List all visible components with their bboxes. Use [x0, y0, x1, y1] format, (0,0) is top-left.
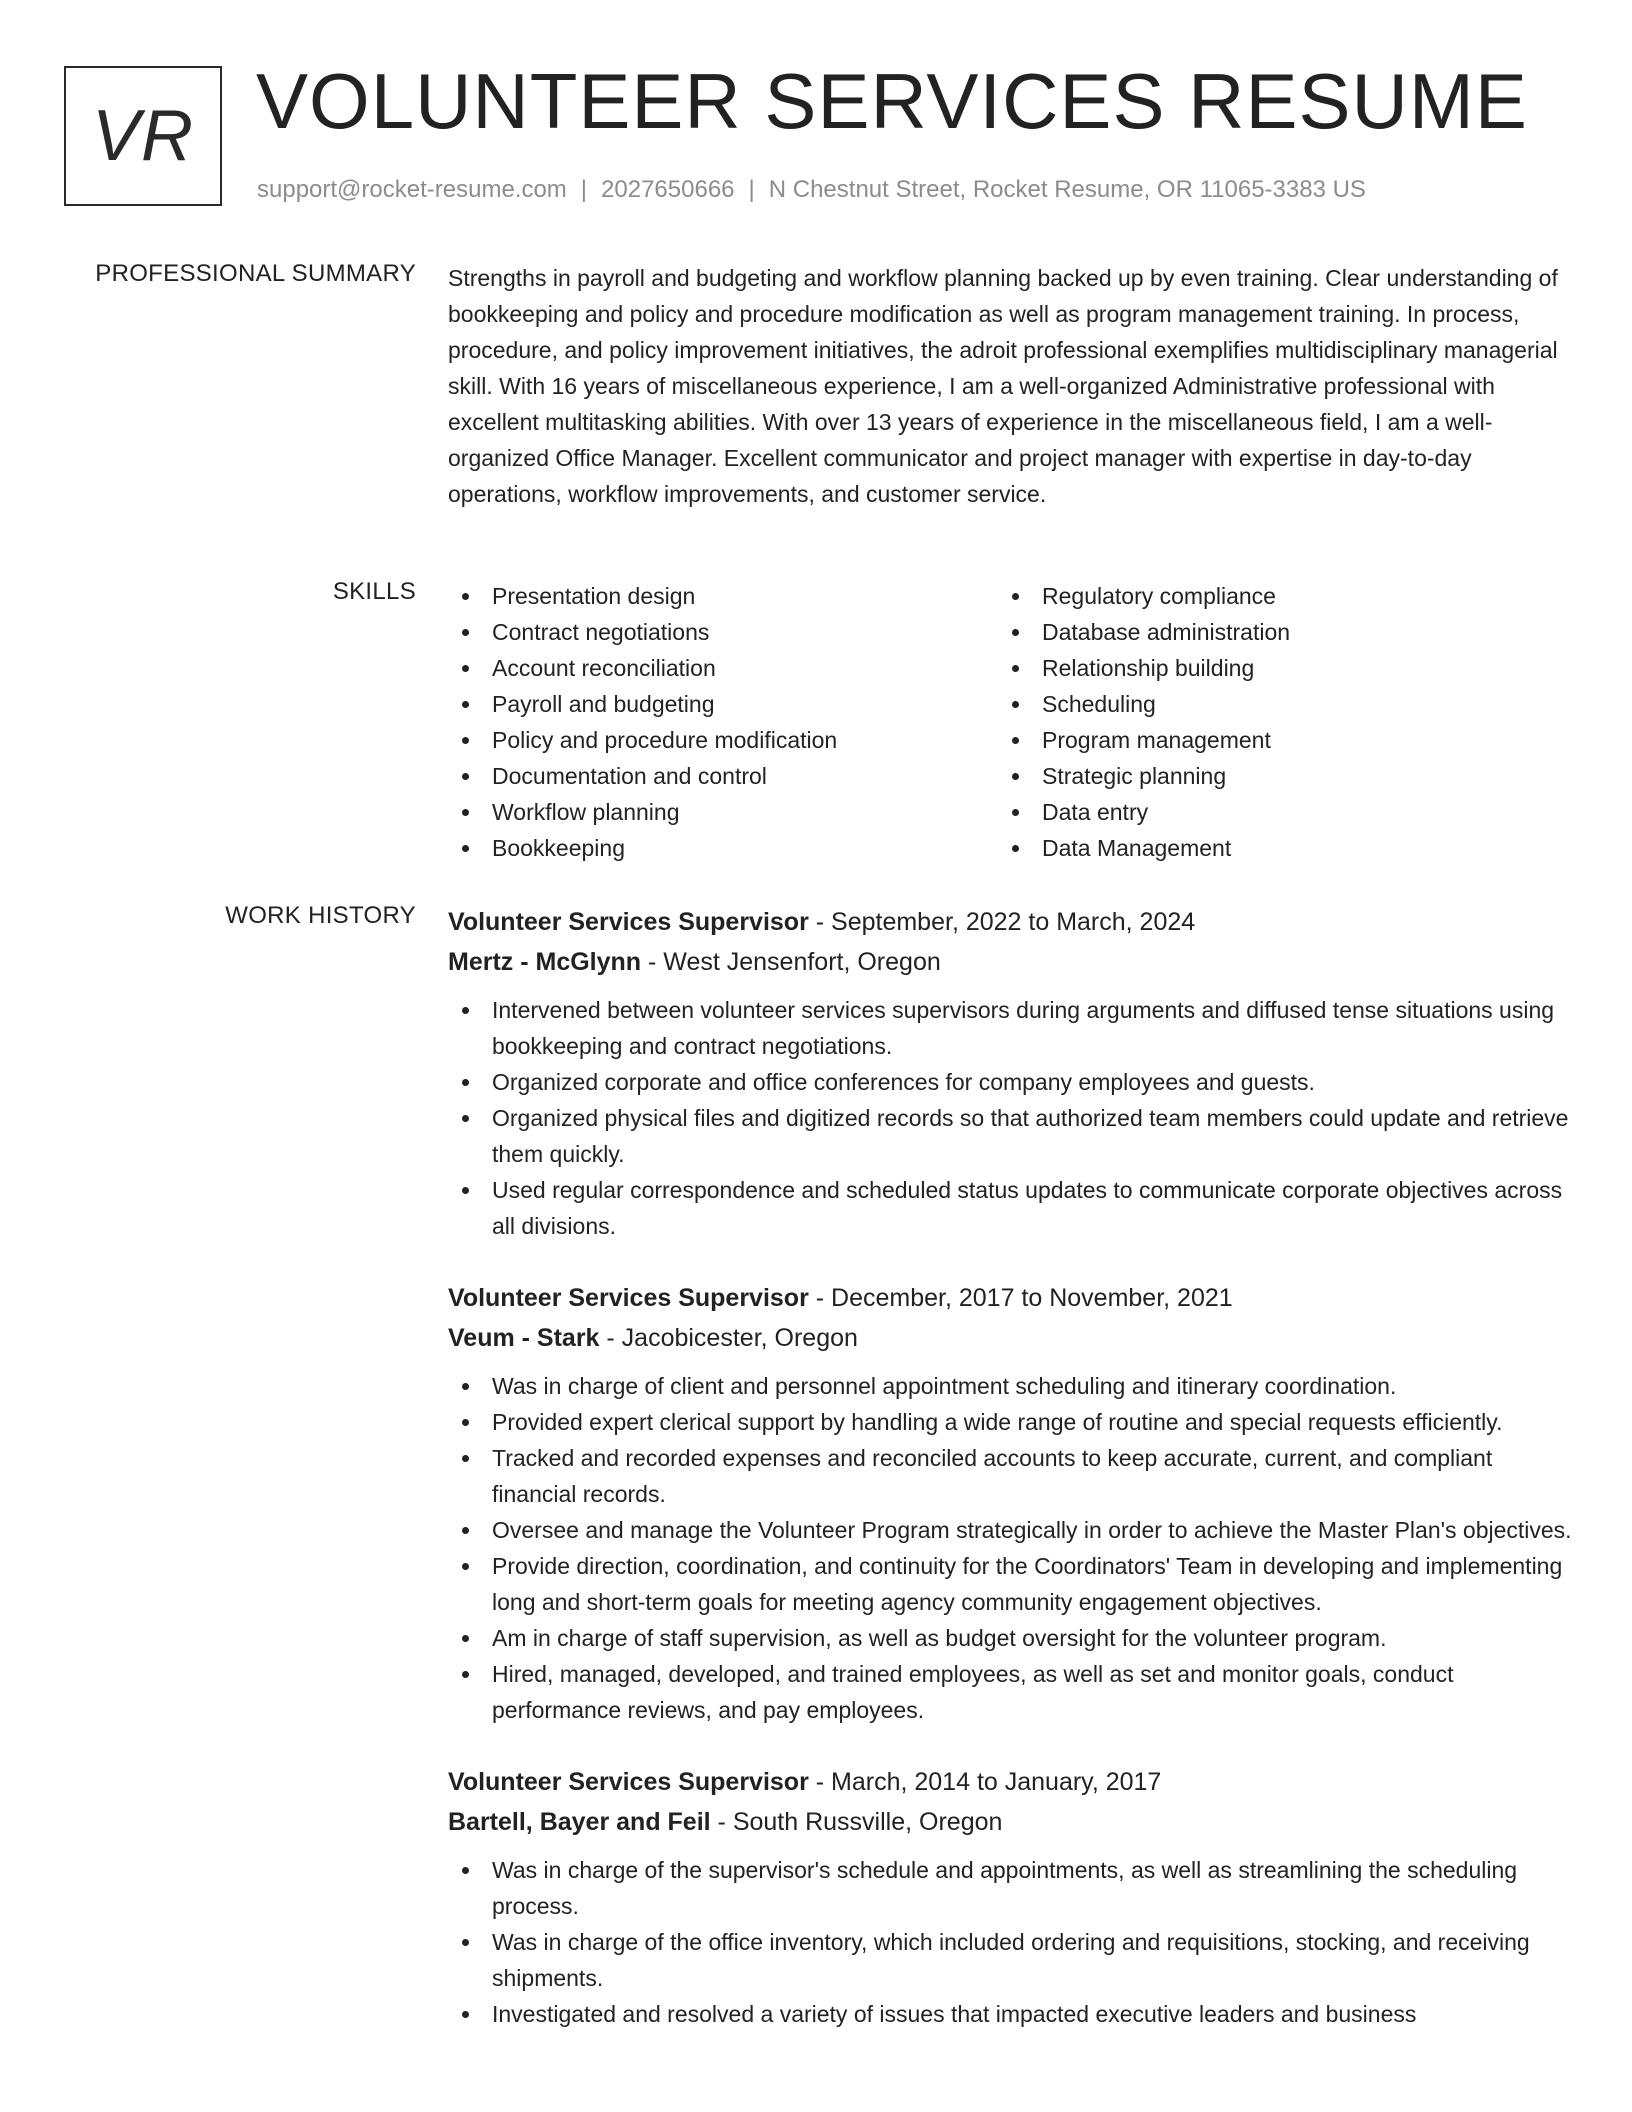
- job-entry: [448, 902, 1572, 1244]
- contact-line: [257, 176, 1366, 204]
- work-history-heading: WORK HISTORY: [225, 902, 416, 929]
- skill-item: Bookkeeping: [448, 830, 837, 866]
- skill-item: Scheduling: [998, 686, 1290, 722]
- job-bullet: Intervened between volunteer services supervisors during arguments and diffused tense situations using bookkeeping and contract negotiations.: [448, 992, 1572, 1064]
- contact-phone: 2027650666: [601, 176, 735, 203]
- job-bullet: Tracked and recorded expenses and reconciled accounts to keep accurate, current, and compliant financial records.: [448, 1440, 1572, 1512]
- job-bullet: Am in charge of staff supervision, as well as budget oversight for the volunteer program.: [448, 1620, 1572, 1656]
- job-entry: [448, 1278, 1572, 1728]
- skills-heading: SKILLS: [332, 578, 416, 605]
- job-bullet: Oversee and manage the Volunteer Program strategically in order to achieve the Master Plan's objectives.: [448, 1512, 1572, 1548]
- skills-list-left: [448, 578, 837, 866]
- job-company: Mertz - McGlynn: [448, 948, 642, 976]
- monogram-logo: [64, 66, 222, 206]
- job-dates: - September, 2022 to March, 2024: [808, 908, 1196, 936]
- job-title: Volunteer Services Supervisor: [448, 1284, 809, 1312]
- job-bullet: Was in charge of the supervisor's schedule and appointments, as well as streamlining the scheduling process.: [448, 1852, 1572, 1924]
- job-dates: - March, 2014 to January, 2017: [808, 1768, 1162, 1796]
- contact-separator: |: [580, 176, 588, 203]
- job-bullets: [448, 1368, 1572, 1728]
- job-title: Volunteer Services Supervisor: [448, 1768, 809, 1796]
- contact-address: N Chestnut Street, Rocket Resume, OR 11065-3383 US: [768, 176, 1366, 203]
- skills-list-right: [998, 578, 1290, 866]
- job-location: - West Jensenfort, Oregon: [641, 948, 941, 976]
- skill-item: Program management: [998, 722, 1290, 758]
- job-bullets: [448, 1852, 1572, 2032]
- summary-text: Strengths in payroll and budgeting and workflow planning backed up by even training. Clear understanding of bookkeeping and policy and procedure modification as well as program management training. In process, procedure, and policy improvement initiatives, the adroit professional exemplifies multidisciplinary managerial skill. With 16 years of miscellaneous experience, I am a well-organized Administrative professional with excellent multitasking abilities. With over 13 years of experience in the miscellaneous field, I am a well-organized Office Manager. Excellent communicator and project manager with expertise in day-to-day operations, workflow improvements, and customer service.: [448, 265, 1558, 507]
- job-bullet: Organized corporate and office conferences for company employees and guests.: [448, 1064, 1572, 1100]
- job-title-line: [448, 902, 1572, 942]
- job-location: - South Russville, Oregon: [710, 1808, 1003, 1836]
- resume-title: VOLUNTEER SERVICES RESUME: [256, 57, 1528, 145]
- job-company-line: [448, 942, 1572, 982]
- summary-heading: PROFESSIONAL SUMMARY: [95, 260, 416, 287]
- job-bullet: Provided expert clerical support by handling a wide range of routine and special requests efficiently.: [448, 1404, 1572, 1440]
- job-bullet: Was in charge of client and personnel appointment scheduling and itinerary coordination.: [448, 1368, 1572, 1404]
- skill-item: Strategic planning: [998, 758, 1290, 794]
- job-bullet: Was in charge of the office inventory, which included ordering and requisitions, stocking, and receiving shipments.: [448, 1924, 1572, 1996]
- skill-item: Policy and procedure modification: [448, 722, 837, 758]
- work-history-body: [448, 902, 1572, 2066]
- job-entry: [448, 1762, 1572, 2032]
- job-company-line: [448, 1802, 1572, 1842]
- skill-item: Data entry: [998, 794, 1290, 830]
- job-bullet: Hired, managed, developed, and trained employees, as well as set and monitor goals, conduct performance reviews, and pay employees.: [448, 1656, 1572, 1728]
- contact-separator: |: [748, 176, 755, 203]
- job-company: Bartell, Bayer and Feil: [448, 1808, 711, 1836]
- skill-item: Payroll and budgeting: [448, 686, 837, 722]
- job-dates: - December, 2017 to November, 2021: [808, 1284, 1233, 1312]
- job-location: - Jacobicester, Oregon: [599, 1324, 858, 1352]
- job-bullet: Provide direction, coordination, and continuity for the Coordinators' Team in developing and implementing long and short-term goals for meeting agency community engagement objectives.: [448, 1548, 1572, 1620]
- job-title-line: [448, 1278, 1572, 1318]
- skill-item: Regulatory compliance: [998, 578, 1290, 614]
- skill-item: Database administration: [998, 614, 1290, 650]
- job-bullet: Used regular correspondence and scheduled status updates to communicate corporate objectives across all divisions.: [448, 1172, 1572, 1244]
- job-company-line: [448, 1318, 1572, 1358]
- skill-item: Documentation and control: [448, 758, 837, 794]
- skill-item: Presentation design: [448, 578, 837, 614]
- skill-item: Relationship building: [998, 650, 1290, 686]
- job-title: Volunteer Services Supervisor: [448, 908, 809, 936]
- job-company: Veum - Stark: [448, 1324, 600, 1352]
- job-title-line: [448, 1762, 1572, 1802]
- skill-item: Contract negotiations: [448, 614, 837, 650]
- monogram-initials: VR: [91, 96, 195, 176]
- skill-item: Workflow planning: [448, 794, 837, 830]
- skill-item: Account reconciliation: [448, 650, 837, 686]
- contact-email: support@rocket-resume.com: [257, 176, 567, 203]
- skill-item: Data Management: [998, 830, 1290, 866]
- job-bullets: [448, 992, 1572, 1244]
- job-bullet: Organized physical files and digitized records so that authorized team members could update and retrieve them quickly.: [448, 1100, 1572, 1172]
- job-bullet: Investigated and resolved a variety of issues that impacted executive leaders and business: [448, 1996, 1572, 2032]
